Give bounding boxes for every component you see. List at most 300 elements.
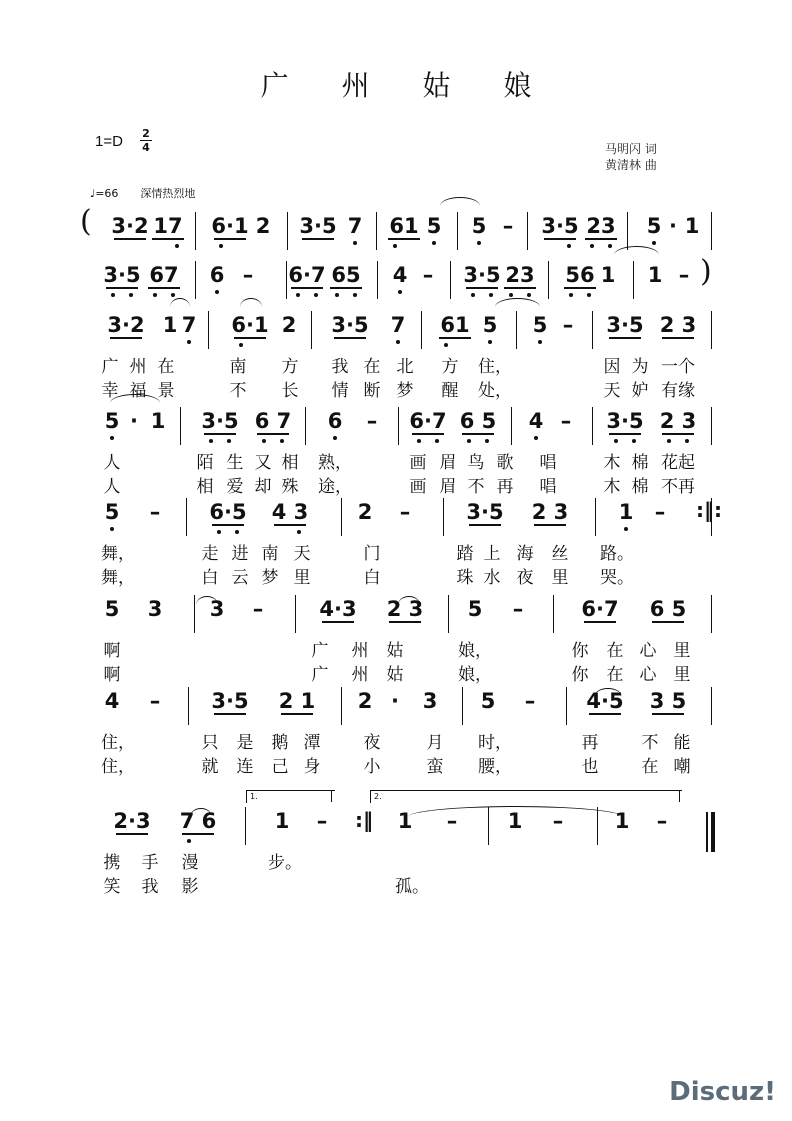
barline	[711, 311, 712, 349]
beam	[302, 238, 334, 240]
note: 6 5	[649, 597, 687, 621]
lyric-verse-1: 能	[673, 733, 691, 753]
note: 65	[331, 263, 361, 287]
lyric-verse-1: 北	[396, 357, 414, 377]
lyric-verse-1: 又	[254, 453, 272, 473]
note: 3·5	[211, 689, 249, 713]
note: 3·5	[103, 263, 141, 287]
note: 2	[281, 313, 297, 337]
tempo-marking	[90, 185, 195, 201]
lyricist-credit: 马明闪 词	[605, 142, 657, 156]
lyric-verse-2: 里	[673, 665, 691, 685]
beam	[330, 287, 362, 289]
lyric-verse-1: 为	[631, 357, 649, 377]
barline	[305, 407, 306, 445]
lyric-verse-2: 木	[603, 477, 621, 497]
barline	[566, 687, 567, 725]
note: –	[552, 809, 564, 833]
low-octave-dot	[435, 439, 439, 443]
lyric-verse-1: 一个	[661, 357, 695, 377]
lyric-verse-2: 连	[236, 757, 254, 777]
lyric-verse-1: 鹅	[271, 733, 289, 753]
discuz-watermark: Discuz!	[669, 1077, 776, 1107]
beam	[662, 433, 694, 435]
lyric-verse-2: 影	[181, 877, 199, 897]
note: 7	[181, 313, 197, 337]
lyric-verse-1: 州	[129, 357, 147, 377]
low-octave-dot	[417, 439, 421, 443]
beam	[466, 287, 498, 289]
note: ·	[130, 409, 138, 433]
note: 1	[618, 500, 634, 524]
meter-top: 2	[142, 127, 150, 140]
barline	[295, 595, 296, 633]
lyric-verse-1: 方	[441, 357, 459, 377]
lyric-verse-1: 手	[141, 853, 159, 873]
low-octave-dot	[624, 527, 628, 531]
low-octave-dot	[110, 527, 114, 531]
beam	[322, 621, 354, 623]
lyric-verse-1: 南	[261, 544, 279, 564]
note: 23	[586, 214, 616, 238]
note: 2 3	[531, 500, 569, 524]
barline	[711, 407, 712, 445]
barline	[592, 311, 593, 349]
low-octave-dot	[685, 439, 689, 443]
note: 5	[480, 689, 496, 713]
lyric-verse-2: 姑	[386, 665, 404, 685]
barline	[194, 595, 195, 633]
beam	[504, 287, 536, 289]
note: 2	[357, 500, 373, 524]
lyric-verse-2: 幸	[101, 381, 119, 401]
lyric-verse-2: 蛮	[426, 757, 444, 777]
lyric-verse-1: 踏	[456, 544, 474, 564]
lyric-verse-2: 却	[254, 477, 272, 497]
lyric-verse-2: 眉	[439, 477, 457, 497]
note: 3·5	[463, 263, 501, 287]
lyric-verse-2: 里	[293, 568, 311, 588]
lyric-verse-1: 因	[603, 357, 621, 377]
note: –	[252, 597, 264, 621]
lyric-verse-2: 醒	[441, 381, 459, 401]
slur	[614, 246, 659, 255]
low-octave-dot	[280, 439, 284, 443]
low-octave-dot	[217, 530, 221, 534]
lyric-verse-1: 相	[281, 453, 299, 473]
lyric-verse-2: 珠	[456, 568, 474, 588]
lyric-verse-1: 陌	[196, 453, 214, 473]
note: –	[512, 597, 524, 621]
barline	[633, 261, 634, 299]
lyric-verse-2: 白	[363, 568, 381, 588]
low-octave-dot	[296, 293, 300, 297]
lyric-verse-1: 不	[641, 733, 659, 753]
beam	[534, 524, 566, 526]
note: 4	[392, 263, 408, 287]
barline	[450, 261, 451, 299]
note: 3 5	[649, 689, 687, 713]
note: 2 3	[659, 409, 697, 433]
note: 2 3	[659, 313, 697, 337]
low-octave-dot	[215, 290, 219, 294]
beam	[182, 833, 214, 835]
low-octave-dot	[353, 241, 357, 245]
barline	[377, 261, 378, 299]
barline	[245, 807, 246, 845]
low-octave-dot	[110, 436, 114, 440]
note: 5	[532, 313, 548, 337]
volta-first-end	[331, 790, 332, 802]
lyric-verse-1: 里	[673, 641, 691, 661]
note: 7	[390, 313, 406, 337]
barline	[592, 407, 593, 445]
low-octave-dot	[614, 439, 618, 443]
lyric-verse-1: 棉	[631, 453, 649, 473]
note: 6·1	[231, 313, 269, 337]
lyric-verse-2: 云	[231, 568, 249, 588]
repeat-sign: :‖:	[696, 498, 722, 522]
note: 7	[347, 214, 363, 238]
low-octave-dot	[209, 439, 213, 443]
barline	[341, 498, 342, 536]
lyric-verse-2: 殊	[281, 477, 299, 497]
lyric-verse-1: 我	[331, 357, 349, 377]
note: 56	[565, 263, 595, 287]
lyric-verse-2: 我	[141, 877, 159, 897]
lyric-verse-1: 生	[226, 453, 244, 473]
lyric-verse-1: 住，	[478, 357, 512, 377]
note: 6 5	[459, 409, 497, 433]
barline	[548, 261, 549, 299]
note: 5	[426, 214, 442, 238]
note: 61	[440, 313, 470, 337]
lyric-verse-2: 夜	[516, 568, 534, 588]
beam	[652, 621, 684, 623]
lyric-verse-2: 妒	[631, 381, 649, 401]
lyric-verse-2: 住，	[101, 757, 135, 777]
note: 7 6	[179, 809, 217, 833]
lyric-verse-2: 哭。	[600, 568, 634, 588]
lyric-verse-2: 己	[271, 757, 289, 777]
lyric-verse-2: 也	[581, 757, 599, 777]
intro-paren-open: (	[80, 204, 92, 239]
lyric-verse-2: 长	[281, 381, 299, 401]
low-octave-dot	[393, 244, 397, 248]
note: –	[149, 689, 161, 713]
lyric-verse-2: 身	[303, 757, 321, 777]
note: –	[524, 689, 536, 713]
note: 6·1	[211, 214, 249, 238]
beam	[214, 713, 246, 715]
lyric-verse-1: 画	[409, 453, 427, 473]
low-octave-dot	[567, 244, 571, 248]
low-octave-dot	[262, 439, 266, 443]
note: 3	[209, 597, 225, 621]
lyric-verse-2: 有缘	[661, 381, 695, 401]
note: –	[560, 409, 572, 433]
lyric-verse-1: 舞，	[101, 544, 135, 564]
low-octave-dot	[239, 343, 243, 347]
note: 6·7	[581, 597, 619, 621]
lyric-verse-1: 住，	[101, 733, 135, 753]
low-octave-dot	[335, 293, 339, 297]
lyric-verse-1: 携	[103, 853, 121, 873]
low-octave-dot	[488, 340, 492, 344]
low-octave-dot	[467, 439, 471, 443]
low-octave-dot	[171, 293, 175, 297]
note: 1	[614, 809, 630, 833]
composer-credit: 黄清林 曲	[605, 158, 657, 172]
note: 3	[147, 597, 163, 621]
lyric-verse-2: 笑	[103, 877, 121, 897]
barline	[448, 595, 449, 633]
note: 5	[104, 500, 120, 524]
barline	[311, 311, 312, 349]
note: 2	[255, 214, 271, 238]
beam	[257, 433, 289, 435]
lyric-verse-1: 鸟	[467, 453, 485, 473]
slur	[440, 197, 480, 206]
lyric-verse-2: 啊	[103, 665, 121, 685]
note: 1	[600, 263, 616, 287]
low-octave-dot	[187, 839, 191, 843]
lyric-verse-1: 门	[363, 544, 381, 564]
beam	[388, 238, 420, 240]
barline	[595, 498, 596, 536]
note: ·	[669, 214, 677, 238]
lyric-verse-1: 姑	[386, 641, 404, 661]
lyric-verse-1: 啊	[103, 641, 121, 661]
note: –	[149, 500, 161, 524]
intro-paren-close: )	[700, 254, 712, 289]
note: 1	[647, 263, 663, 287]
lyric-verse-2: 舞，	[101, 568, 135, 588]
lyric-verse-2: 水	[483, 568, 501, 588]
note: 5	[104, 597, 120, 621]
note: 1	[684, 214, 700, 238]
low-octave-dot	[590, 244, 594, 248]
note: 3·5	[466, 500, 504, 524]
note: 2 3	[386, 597, 424, 621]
volta-second: 2.	[370, 790, 682, 803]
note: 1	[397, 809, 413, 833]
lyric-verse-2: 心	[639, 665, 657, 685]
lyric-verse-1: 走	[201, 544, 219, 564]
barline	[180, 407, 181, 445]
note: 23	[505, 263, 535, 287]
lyric-verse-2: 相	[196, 477, 214, 497]
note: 3	[422, 689, 438, 713]
beam	[212, 524, 244, 526]
note: ·	[391, 689, 399, 713]
low-octave-dot	[187, 340, 191, 344]
time-signature	[140, 128, 152, 153]
note: 3·5	[606, 409, 644, 433]
note: –	[502, 214, 514, 238]
note: 2·3	[113, 809, 151, 833]
note: 5	[467, 597, 483, 621]
low-octave-dot	[333, 436, 337, 440]
lyric-verse-2: 人	[103, 477, 121, 497]
note: 6	[327, 409, 343, 433]
beam	[106, 287, 138, 289]
note: 5	[104, 409, 120, 433]
beam	[389, 621, 421, 623]
note: 4·3	[319, 597, 357, 621]
lyric-verse-1: 丝	[551, 544, 569, 564]
beam	[439, 337, 471, 339]
low-octave-dot	[608, 244, 612, 248]
beam	[652, 713, 684, 715]
lyric-verse-2: 广	[311, 665, 329, 685]
lyric-verse-1: 熟，	[318, 453, 352, 473]
barline	[341, 687, 342, 725]
slur	[110, 394, 160, 403]
barline	[711, 687, 712, 725]
lyric-verse-2: 不再	[661, 477, 695, 497]
slur	[495, 298, 540, 307]
beam	[234, 337, 266, 339]
lyric-verse-2: 娘，	[458, 665, 492, 685]
low-octave-dot	[227, 439, 231, 443]
beam	[291, 287, 323, 289]
beam	[584, 621, 616, 623]
lyric-verse-2: 梦	[396, 381, 414, 401]
low-octave-dot	[396, 340, 400, 344]
beam	[204, 433, 236, 435]
key-signature: 1=D	[95, 133, 123, 150]
note: 17	[153, 214, 183, 238]
note: 1	[162, 313, 178, 337]
lyric-verse-2: 梦	[261, 568, 279, 588]
low-octave-dot	[489, 293, 493, 297]
barline	[553, 595, 554, 633]
low-octave-dot	[444, 343, 448, 347]
low-octave-dot	[219, 244, 223, 248]
lyric-verse-2: 处，	[478, 381, 512, 401]
lyric-verse-2: 孤。	[395, 877, 429, 897]
meter-bottom: 4	[142, 141, 150, 154]
lyric-verse-2: 你	[571, 665, 589, 685]
beam	[281, 713, 313, 715]
note: 3·2	[111, 214, 149, 238]
lyric-verse-1: 漫	[181, 853, 199, 873]
low-octave-dot	[314, 293, 318, 297]
note: 1	[150, 409, 166, 433]
lyric-verse-1: 进	[231, 544, 249, 564]
lyric-verse-1: 潭	[303, 733, 321, 753]
lyric-verse-1: 木	[603, 453, 621, 473]
barline	[376, 212, 377, 250]
beam	[469, 524, 501, 526]
slur	[240, 298, 262, 307]
lyric-verse-1: 娘，	[458, 641, 492, 661]
slur	[408, 806, 623, 817]
note: 5	[646, 214, 662, 238]
note: 1	[274, 809, 290, 833]
song-title: 广 州 姑 娘	[260, 69, 554, 102]
repeat-end-sign: :‖	[355, 808, 373, 832]
beam	[544, 238, 576, 240]
beam	[334, 337, 366, 339]
note: –	[422, 263, 434, 287]
note: 4·5	[586, 689, 624, 713]
lyric-verse-2: 不	[467, 477, 485, 497]
beam	[462, 433, 494, 435]
lyric-verse-1: 人	[103, 453, 121, 473]
lyric-verse-2: 里	[551, 568, 569, 588]
lyric-verse-2: 在	[641, 757, 659, 777]
barline	[287, 212, 288, 250]
lyric-verse-1: 夜	[363, 733, 381, 753]
note: 4	[104, 689, 120, 713]
note: 1	[507, 809, 523, 833]
lyric-verse-2: 断	[363, 381, 381, 401]
note: 5	[471, 214, 487, 238]
note: 61	[389, 214, 419, 238]
final-bar-thin	[706, 812, 708, 852]
lyric-verse-2: 画	[409, 477, 427, 497]
note: –	[242, 263, 254, 287]
barline	[421, 311, 422, 349]
lyric-verse-1: 在	[363, 357, 381, 377]
beam	[114, 238, 146, 240]
barline	[627, 212, 628, 250]
low-octave-dot	[509, 293, 513, 297]
lyric-verse-2: 爱	[226, 477, 244, 497]
beam	[564, 287, 596, 289]
lyric-verse-1: 广	[311, 641, 329, 661]
note: 2 1	[278, 689, 316, 713]
barline	[516, 311, 517, 349]
lyric-verse-2: 不	[229, 381, 247, 401]
barline	[286, 261, 287, 299]
beam	[274, 524, 306, 526]
barline	[711, 595, 712, 633]
lyric-verse-2: 小	[363, 757, 381, 777]
note: 5	[482, 313, 498, 337]
barline	[462, 687, 463, 725]
note: 3·5	[606, 313, 644, 337]
barline	[511, 407, 512, 445]
note: 3·5	[201, 409, 239, 433]
note: –	[399, 500, 411, 524]
lyric-verse-1: 唱	[539, 453, 557, 473]
note: 4 3	[271, 500, 309, 524]
low-octave-dot	[175, 244, 179, 248]
lyric-verse-2: 再	[496, 477, 514, 497]
beam	[148, 287, 180, 289]
lyric-verse-2: 天	[603, 381, 621, 401]
volta-first: 1.	[246, 790, 335, 803]
low-octave-dot	[153, 293, 157, 297]
beam	[585, 238, 617, 240]
beam	[662, 337, 694, 339]
low-octave-dot	[667, 439, 671, 443]
low-octave-dot	[587, 293, 591, 297]
barline	[188, 687, 189, 725]
beam	[116, 833, 148, 835]
lyric-verse-1: 海	[516, 544, 534, 564]
note: 3·5	[299, 214, 337, 238]
low-octave-dot	[129, 293, 133, 297]
note: –	[316, 809, 328, 833]
lyric-verse-1: 花起	[661, 453, 695, 473]
note: 6·7	[409, 409, 447, 433]
lyric-verse-1: 天	[293, 544, 311, 564]
lyric-verse-1: 歌	[496, 453, 514, 473]
